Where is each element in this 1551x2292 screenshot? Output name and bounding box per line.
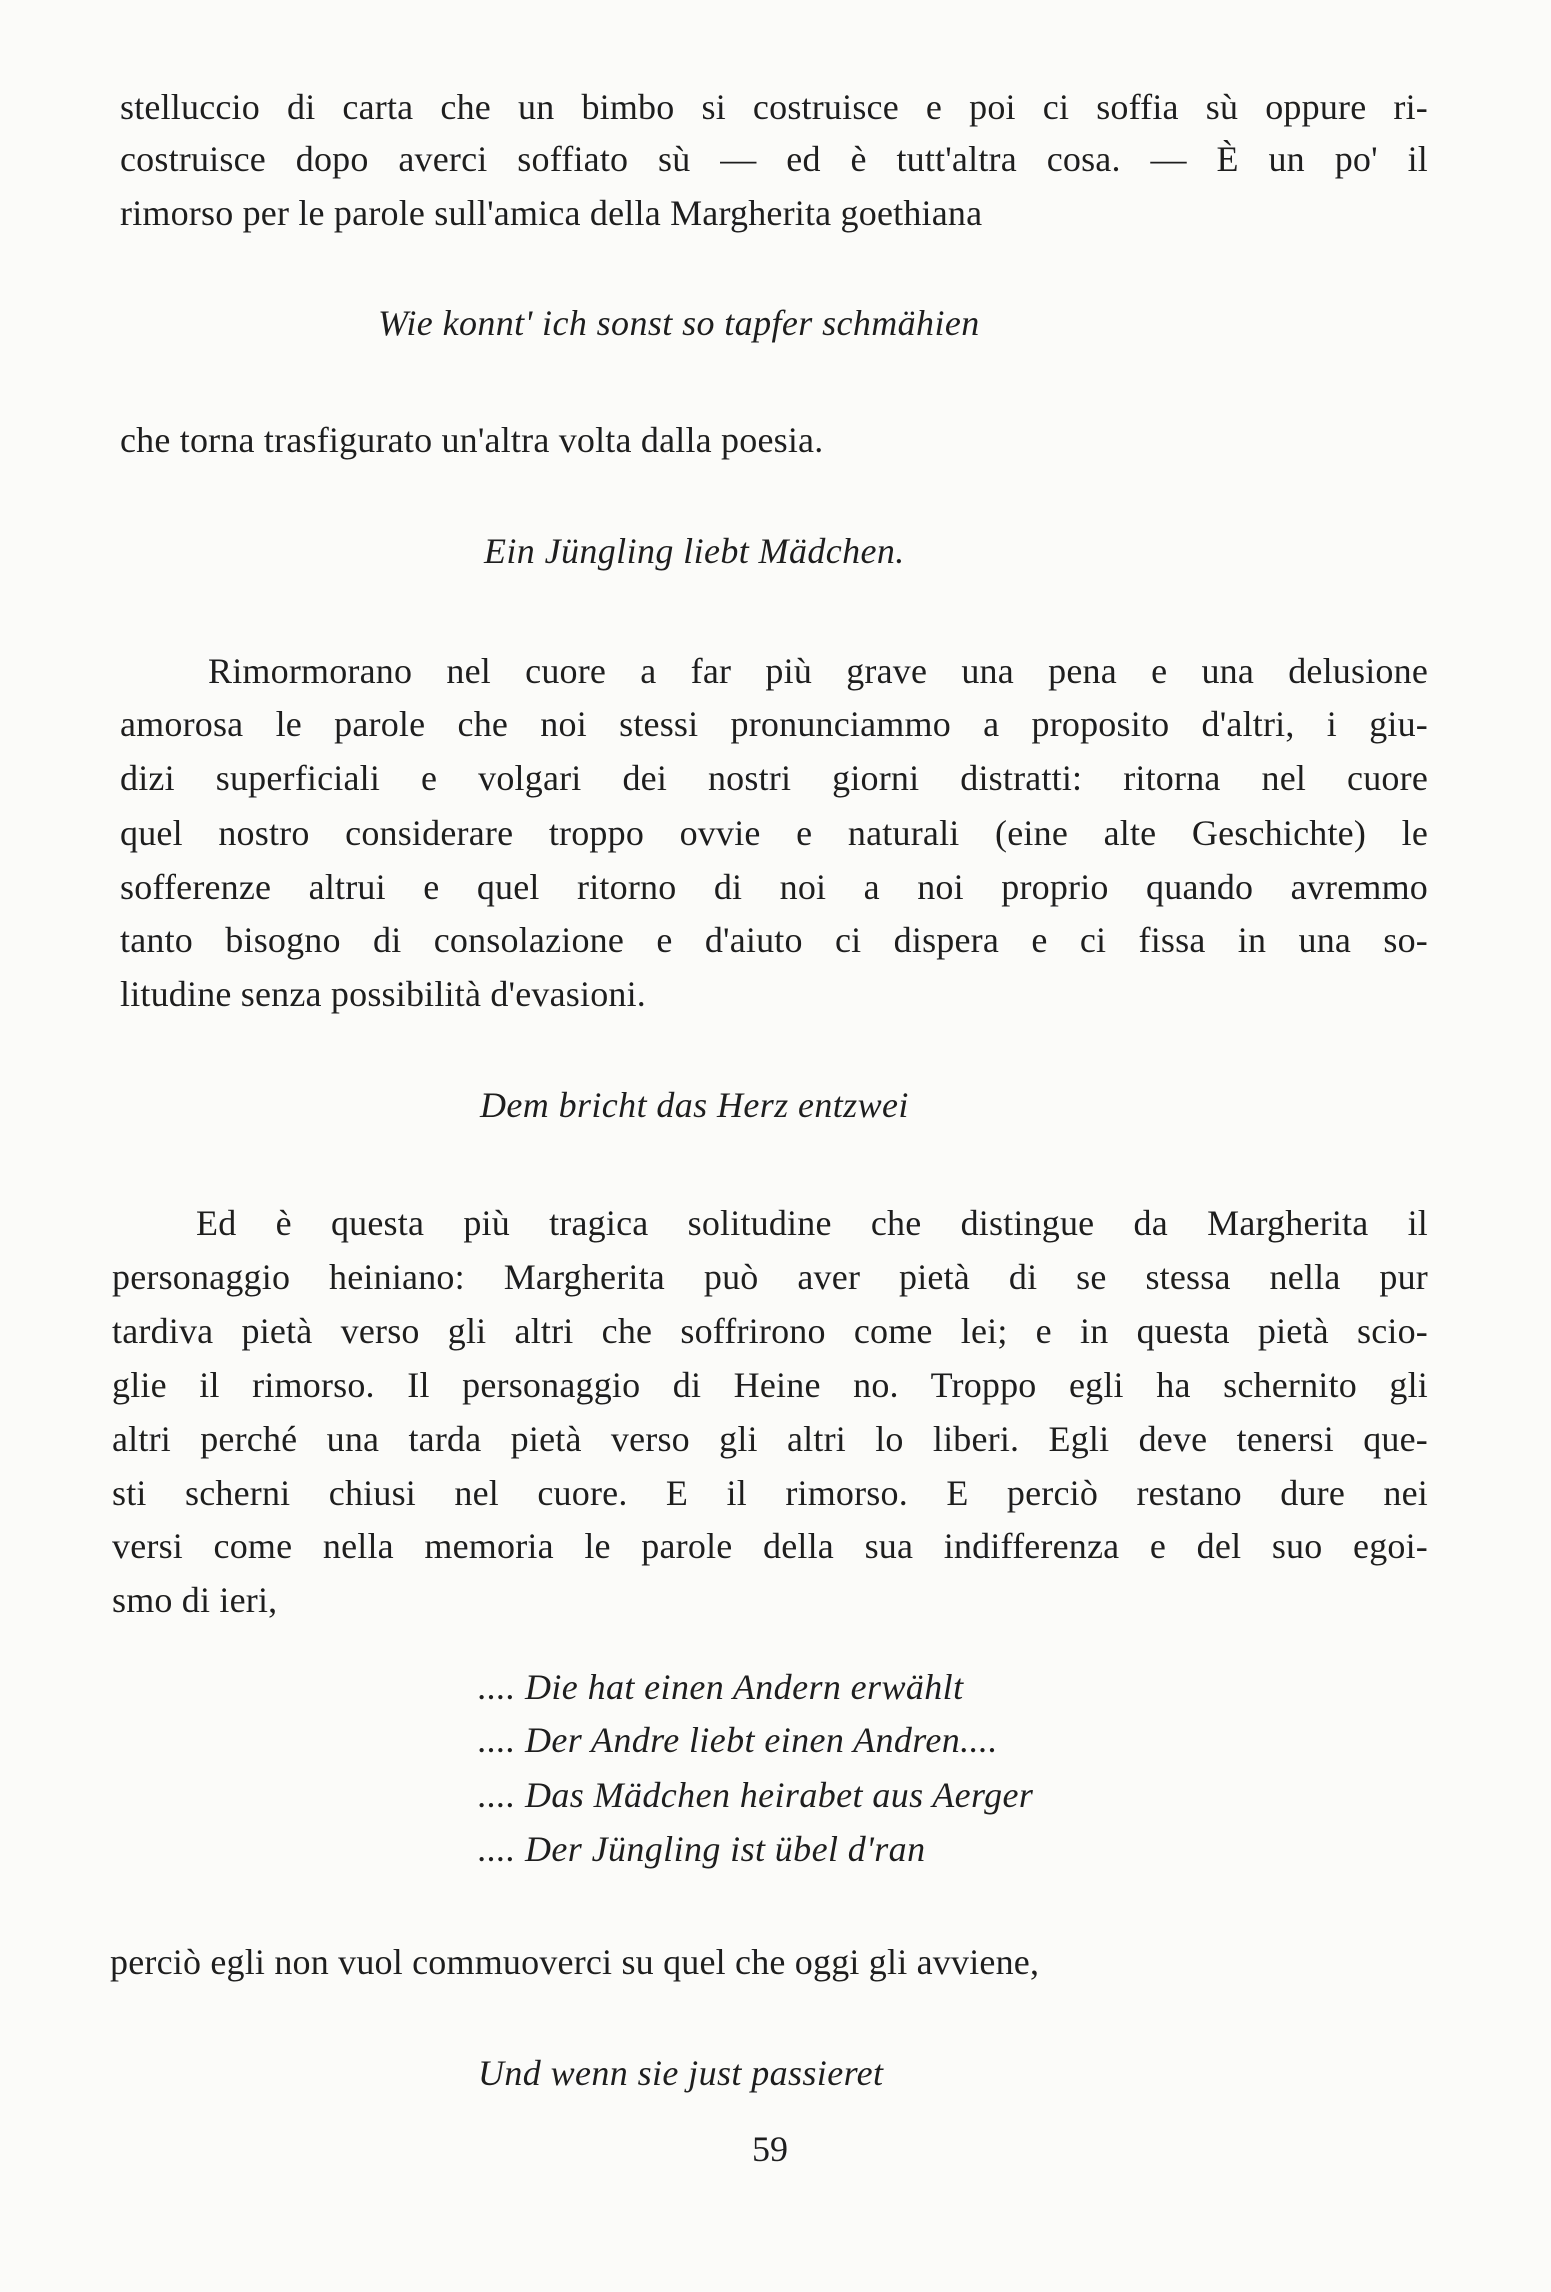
page-number: 59 <box>752 2129 788 2169</box>
verse-line: .... Der Andre liebt einen Andren.... <box>478 1720 998 1760</box>
text-line: personaggio heiniano: Margherita può aver pietà di se stessa nella pur <box>112 1257 1428 1297</box>
verse-quote: Und wenn sie just passieret <box>478 2053 884 2093</box>
verse-quote: Ein Jüngling liebt Mädchen. <box>484 531 905 571</box>
verse-line: .... Das Mädchen heirabet aus Aerger <box>478 1775 1034 1815</box>
text-line: amorosa le parole che noi stessi pronunciammo a proposito d'altri, i giu- <box>120 704 1428 744</box>
text-line: sti scherni chiusi nel cuore. E il rimorso. E perciò restano dure nei <box>112 1473 1428 1513</box>
text-line: tanto bisogno di consolazione e d'aiuto ci dispera e ci fissa in una so- <box>120 920 1428 960</box>
text-line: altri perché una tarda pietà verso gli altri lo liberi. Egli deve tenersi que- <box>112 1419 1428 1459</box>
verse-quote: Wie konnt' ich sonst so tapfer schmähien <box>378 303 980 343</box>
verse-quote: Dem bricht das Herz entzwei <box>480 1085 909 1125</box>
text-line: glie il rimorso. Il personaggio di Heine no. Troppo egli ha schernito gli <box>112 1365 1428 1405</box>
text-line: rimorso per le parole sull'amica della Margherita goethiana <box>120 193 983 233</box>
text-line: perciò egli non vuol commuoverci su quel che oggi gli avviene, <box>110 1942 1040 1982</box>
text-line: litudine senza possibilità d'evasioni. <box>120 974 646 1014</box>
text-line: smo di ieri, <box>112 1580 278 1620</box>
text-line: Rimormorano nel cuore a far più grave una pena e una delusione <box>208 651 1428 691</box>
text-line: stelluccio di carta che un bimbo si costruisce e poi ci soffia sù oppure ri- <box>120 87 1428 127</box>
text-line: che torna trasfigurato un'altra volta dalla poesia. <box>120 420 824 460</box>
text-line: costruisce dopo averci soffiato sù — ed è tutt'altra cosa. — È un po' il <box>120 139 1428 179</box>
text-line: tardiva pietà verso gli altri che soffrirono come lei; e in questa pietà scio- <box>112 1311 1428 1351</box>
verse-line: .... Die hat einen Andern erwählt <box>478 1667 964 1707</box>
text-line: quel nostro considerare troppo ovvie e naturali (eine alte Geschichte) le <box>120 813 1428 853</box>
text-line: versi come nella memoria le parole della sua indifferenza e del suo egoi- <box>112 1526 1428 1566</box>
text-line: sofferenze altrui e quel ritorno di noi a noi proprio quando avremmo <box>120 867 1428 907</box>
text-line: Ed è questa più tragica solitudine che distingue da Margherita il <box>196 1203 1428 1243</box>
verse-line: .... Der Jüngling ist übel d'ran <box>478 1829 926 1869</box>
text-line: dizi superficiali e volgari dei nostri giorni distratti: ritorna nel cuore <box>120 758 1428 798</box>
